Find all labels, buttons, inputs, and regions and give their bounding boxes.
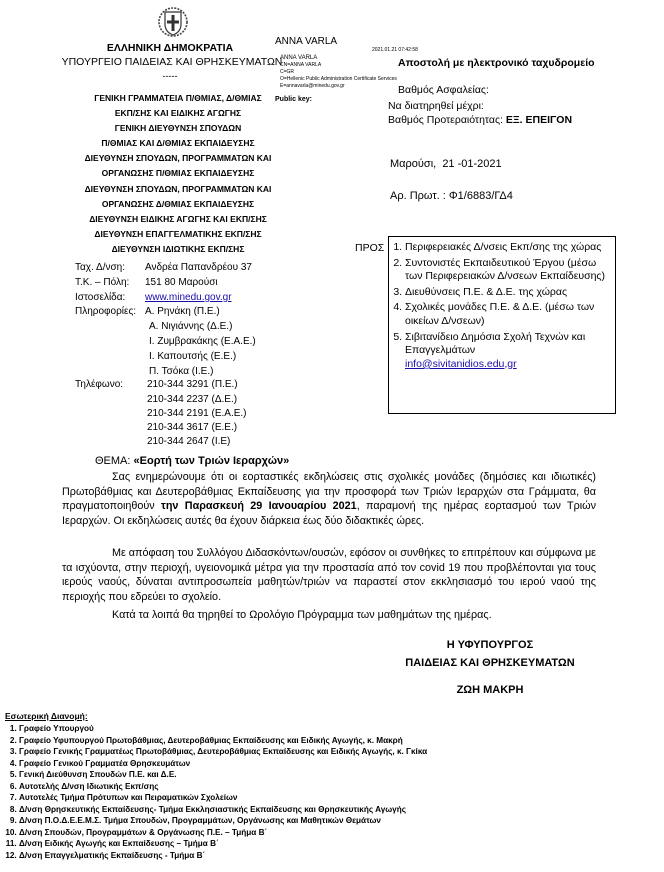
recipient-item: 2. Συντονιστές Εκπαιδευτικού Έργου (μέσω των Περιφερειακών Δ/νσεων Εκπαίδευσης) [405,257,609,284]
address-label: Ταχ. Δ/νση: [75,262,126,273]
distribution-list [5,723,605,861]
recipient-item: 4. Σχολικές μονάδες Π.Ε. & Δ.Ε. (μέσω των οικείων Δ/νσεων) [405,301,609,328]
header-separator: ----- [162,71,178,81]
signoff-title: Η ΥΦΥΠΟΥΡΓΟΣ [446,639,534,651]
signature-timestamp: 2021.01.21 07:42:58 [372,47,418,53]
phone-number: 210-344 3617 (Ε.Ε.) [147,422,238,433]
recipient-item: 3. Διευθύνσεις Π.Ε. & Δ.Ε. της χώρας [405,286,609,300]
website-link[interactable]: www.minedu.gov.gr [145,292,232,303]
phone-number: 210-344 2191 (Ε.Α.Ε.) [147,408,247,419]
department-line: ΔΙΕΥΘΥΝΣΗ ΕΙΔΙΚΗΣ ΑΓΩΓΗΣ ΚΑΙ ΕΚΠ/ΣΗΣ [89,213,267,224]
protocol-number: Αρ. Πρωτ. : Φ1/6883/ΓΔ4 [390,190,513,202]
ministry-title: ΥΠΟΥΡΓΕΙΟ ΠΑΙΔΕΙΑΣ ΚΑΙ ΘΡΗΣΚΕΥΜΑΤΩΝ [61,56,283,68]
distribution-item: 6. Αυτοτελής Δ/νση Ιδιωτικής Εκπ/σης [19,781,605,793]
department-line: ΔΙΕΥΘΥΝΣΗ ΕΠΑΓΓΕΛΜΑΤΙΚΗΣ ΕΚΠ/ΣΗΣ [94,228,262,239]
distribution-item: 9. Δ/νση Π.Ο.Δ.Ε.Ε.Μ.Σ. Τμήμα Σπουδών, Προγραμμάτων, Οργάνωσης και Μαθητικών Θεμάτων [19,815,605,827]
phone-number: 210-344 2237 (Δ.Ε.) [147,394,238,405]
signature-name: ANNA VARLA [275,36,338,47]
signoff-block [380,636,600,699]
body-paragraph-2: Με απόφαση του Συλλόγου Διδασκόντων/ουσών, εφόσον οι συνθήκες το επιτρέπουν και σύμφωνα με τα ισχύοντα, στην περιοχή, υγειονομικά μέτρα για την προστασία από τον covid 19 που προβλέπονται για τους ιερούς ναούς, δύναται αντιπροσωπεία μαθητών/τριών να παραστεί στον εκκλησιασμό του ιερού ναού της περιοχής που εδρεύει το σχολείο. [62,547,596,603]
public-key-label: Public key: [275,96,312,103]
subject-label: ΘΕΜΑ: [95,455,131,467]
recipient-item-text: Σιβιτανίδειο Δημόσια Σχολή Τεχνών και Επαγγελμάτων [405,330,586,357]
postal-label: Τ.Κ. – Πόλη: [75,277,130,288]
distribution-item: 10. Δ/νση Σπουδών, Προγραμμάτων & Οργάνωσης Π.Ε. – Τμήμα Β΄ [19,827,605,839]
signature-detail: E=annavarla@minedu.gov.gr [280,83,345,89]
signoff-name: ΖΩΗ ΜΑΚΡΗ [456,684,524,696]
signature-detail: C=GR [280,69,295,75]
department-line: ΔΙΕΥΘΥΝΣΗ ΙΔΙΩΤΙΚΗΣ ΕΚΠ/ΣΗΣ [111,243,245,254]
distribution-item: 2. Γραφείο Υφυπουργού Πρωτοβάθμιας, Δευτεροβάθμιας Εκπαίδευσης και Ειδικής Αγωγής, κ. Μακρή [19,735,605,747]
priority-row [388,114,572,126]
info-label: Πληροφορίες: [75,306,137,317]
department-line: ΕΚΠ/ΣΗΣ ΚΑΙ ΕΙΔΙΚΗΣ ΑΓΩΓΗΣ [114,108,242,119]
department-line: ΔΙΕΥΘΥΝΣΗ ΣΠΟΥΔΩΝ, ΠΡΟΓΡΑΜΜΑΤΩΝ ΚΑΙ [84,183,272,194]
department-line: ΓΕΝΙΚΗ ΔΙΕΥΘΥΝΣΗ ΣΠΟΥΔΩΝ [114,123,242,134]
distribution-item: 3. Γραφείο Γενικής Γραμματέως Πρωτοβάθμιας, Δευτεροβάθμιας Εκπαίδευσης και Ειδικής Αγωγής, κ. Γκίκα [19,746,605,758]
recipients-box [388,236,616,414]
phone-number: 210-344 3291 (Π.Ε.) [147,379,238,390]
body-paragraph-3: Κατά τα λοιπά θα τηρηθεί το Ωρολόγιο Πρόγραμμα των μαθημάτων της ημέρας. [112,609,492,621]
department-line: Π/ΘΜΙΑΣ ΚΑΙ Δ/ΘΜΙΑΣ ΕΚΠΑΙΔΕΥΣΗΣ [101,138,255,149]
recipient-item [405,331,609,372]
postal-value: 151 80 Μαρούσι [145,277,218,288]
department-line: ΔΙΕΥΘΥΝΣΗ ΣΠΟΥΔΩΝ, ΠΡΟΓΡΑΜΜΑΤΩΝ ΚΑΙ [84,153,272,164]
distribution-item: 4. Γραφείο Γενικού Γραμματέα Θρησκευμάτων [19,758,605,770]
distribution-label: Εσωτερική Διανομή: [5,711,88,721]
security-label: Βαθμός Ασφαλείας: [398,84,489,96]
delivery-method: Αποστολή με ηλεκτρονικό ταχυδρομείο [398,57,595,69]
departments-block [78,91,278,257]
signature-detail: O=Hellenic Public Administration Certificate Services [280,76,397,82]
distribution-item: 1. Γραφείο Υπουργού [19,723,605,735]
address-value: Ανδρέα Παπανδρέου 37 [145,262,252,273]
phone-number: 210-344 2647 (Ι.Ε) [147,436,231,447]
subject-title: «Εορτή των Τριών Ιεραρχών» [133,455,290,467]
body-p1-end: , παραμονή της ημέρας εορτασμού των Τριών Ιεραρχών. Οι εκδηλώσεις αυτές θα έχουν διάρκεια έως δύο διδακτικές ώρες. [62,500,597,527]
department-line: ΓΕΝΙΚΗ ΓΡΑΜΜΑΤΕΙΑ Π/ΘΜΙΑΣ, Δ/ΘΜΙΑΣ [94,93,262,103]
signature-detail: ANNA VARLA [280,55,318,61]
phone-label: Τηλέφωνο: [75,379,124,390]
website-label: Ιστοσελίδα: [75,292,126,303]
info-person: Ι. Καπουτσής (Ε.Ε.) [149,351,237,362]
distribution-item: 8. Δ/νση Θρησκευτικής Εκπαίδευσης- Τμήμα Εκκλησιαστικής Εκπαίδευσης και Θρησκευτικής Αγωγής [19,804,605,816]
info-person: Ι. Ζυμβρακάκης (Ε.Α.Ε.) [149,336,256,347]
department-line: ΟΡΓΑΝΩΣΗΣ Π/ΘΜΙΑΣ ΕΚΠΑΙΔΕΥΣΗΣ [101,168,255,179]
body-p1-start: Σας ενημερώνουμε ότι οι εορταστικές εκδηλώσεις στις σχολικές μονάδες (δημόσιες και ιδιωτικές) Πρωτοβάθμιας και Δευτεροβάθμιας Εκπαίδευσης για την προσφορά των Τριών Ιεραρχών στα Γράμματα, θα πραγματοποιηθούν [62,471,596,513]
document-date: Μαρούσι, 21 -01-2021 [390,158,502,170]
department-line: ΟΡΓΑΝΩΣΗΣ Δ/ΘΜΙΑΣ ΕΚΠΑΙΔΕΥΣΗΣ [101,198,255,209]
republic-title: ΕΛΛΗΝΙΚΗ ΔΗΜΟΚΡΑΤΙΑ [106,42,234,54]
distribution-item: 7. Αυτοτελές Τμήμα Πρότυπων και Πειραματικών Σχολείων [19,792,605,804]
signature-detail: CN=ANNA VARLA [280,62,322,68]
signoff-title: ΠΑΙΔΕΙΑΣ ΚΑΙ ΘΡΗΣΚΕΥΜΑΤΩΝ [405,657,575,669]
recipients-label: ΠΡΟΣ : [355,242,391,254]
greek-emblem [158,4,188,40]
body-paragraph-1 [62,470,596,528]
recipient-email-link[interactable]: info@sivitanidios.edu,gr [405,357,517,370]
body-p1-date: την Παρασκευή 29 Ιανουαρίου 2021 [161,500,357,513]
priority-value: ΕΞ. ΕΠΕΙΓΟΝ [505,114,573,126]
info-person: Α. Ρηνάκη (Π.Ε.) [145,306,220,317]
recipient-item: 1. Περιφερειακές Δ/νσεις Εκπ/σης της χώρας [405,241,609,255]
distribution-item: 5. Γενική Διεύθυνση Σπουδών Π.Ε. και Δ.Ε. [19,769,605,781]
distribution-item: 12. Δ/νση Επαγγελματικής Εκπαίδευσης - Τμήμα Β΄ [19,850,605,862]
info-person: Α. Νιγιάννης (Δ.Ε.) [149,321,233,332]
info-person: Π. Τσόκα (Ι.Ε.) [149,366,214,377]
subject-line [95,455,289,467]
priority-label: Βαθμός Προτεραιότητας: [388,114,503,126]
distribution-item: 11. Δ/νση Ειδικής Αγωγής και Εκπαίδευσης – Τμήμα Β΄ [19,838,605,850]
retention-label: Να διατηρηθεί μέχρι: [388,100,484,112]
